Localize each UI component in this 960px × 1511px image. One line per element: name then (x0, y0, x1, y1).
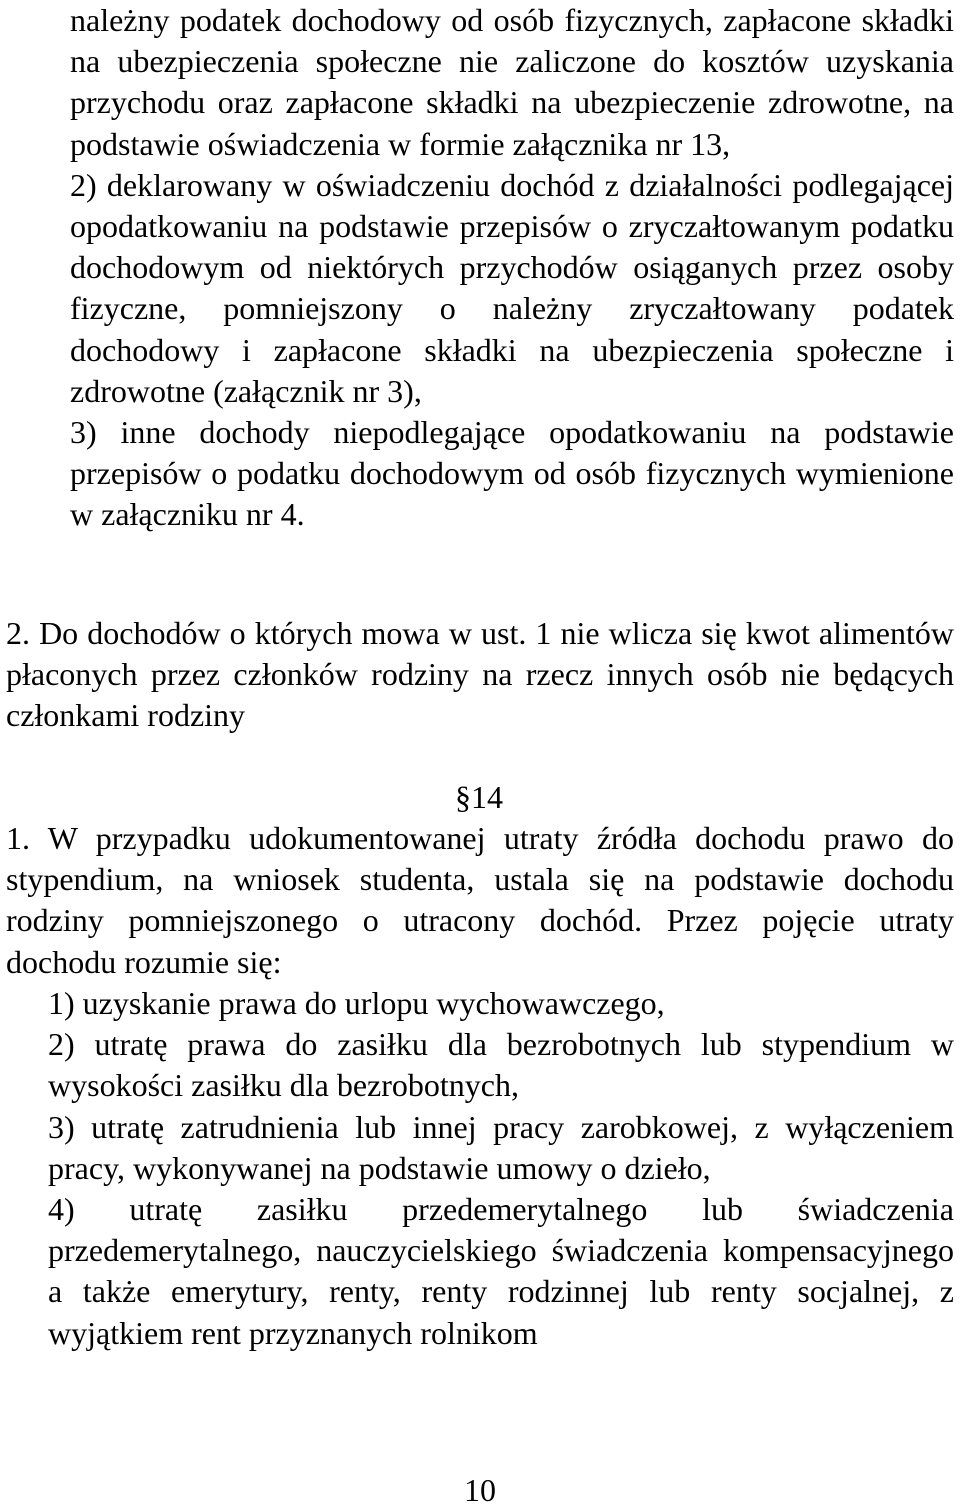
list-item-2: 2) deklarowany w oświadczeniu dochód z działalności podlegającej opodatkowaniu na podstawie przepisów o zryczałtowanym podatku dochodowym od niektórych przychodów osiąganych przez osoby fizyczne, pomniejszony o należny zryczałtowany podatek dochodowy i zapłacone składki na ubezpieczenia społeczne i zdrowotne (załącznik nr 3), (70, 166, 954, 409)
list-item: 4) utratę zasiłku przedemerytalnego lub świadczenia przedemerytalnego, nauczycielskiego świadczenia kompensacyjnego a także emerytury, renty, renty rodzinnej lub renty socjalnej, z wyjątkiem rent przyznanych rolnikom (48, 1191, 954, 1351)
list-item-3: 3) inne dochody niepodlegające opodatkowaniu na podstawie przepisów o podatku dochodowym od osób fizycznych wymienione w załączniku nr 4. (70, 414, 954, 533)
list-item-1-tail: należny podatek dochodowy od osób fizycznych, zapłacone składki na ubezpieczenia społeczne nie zaliczone do kosztów uzyskania przychodu oraz zapłacone składki na ubezpieczenie zdrowotne, na podstawie oświadczenia w formie załącznika nr 13, (70, 2, 954, 162)
list-item: 2) utratę prawa do zasiłku dla bezrobotnych lub stypendium w wysokości zasiłku dla bezrobotnych, (48, 1026, 954, 1104)
section-14-list (48, 983, 954, 1354)
list-continuation (70, 0, 954, 536)
section-heading: §14 (455, 779, 503, 815)
section-14-paragraph-1: 1. W przypadku udokumentowanej utraty źródła dochodu prawo do stypendium, na wniosek studenta, ustala się na podstawie dochodu rodziny pomniejszonego o utracony dochód. Przez pojęcie utraty dochodu rozumie się: (6, 820, 954, 980)
page-number: 10 (464, 1472, 496, 1508)
list-item: 1) uzyskanie prawa do urlopu wychowawczego, (48, 985, 665, 1021)
list-item: 3) utratę zatrudnienia lub innej pracy zarobkowej, z wyłączeniem pracy, wykonywanej na podstawie umowy o dzieło, (48, 1108, 954, 1186)
paragraph-2: 2. Do dochodów o których mowa w ust. 1 nie wlicza się kwot alimentów płaconych przez członków rodziny na rzecz innych osób nie będących członkami rodziny (6, 615, 954, 734)
